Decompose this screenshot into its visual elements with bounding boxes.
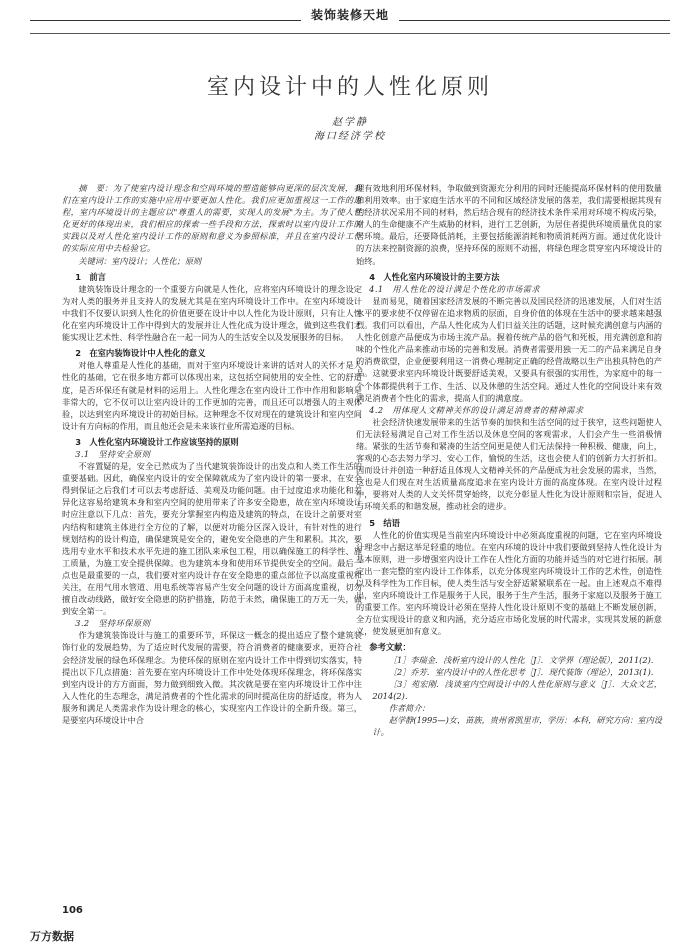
paragraph-safety: 不容置疑的是，安全已然成为了当代建筑装饰设计的出发点和人类工作生活的重要基础。因此，确保室内设计的安全保障就成为了室内设计的第一要求，在安全得到保证之后我们才可以去考虑舒适、美观及功能问题。由于过度追求功能化和差异化这容易给建筑本身和室内空间的使用带来了许多安全隐患，故在室内环境设计时应注意以下几点：首先，要充分掌握室内构造及建筑的特点，在设计之前要对室内结构和建筑主体进行全方位的了解，以便对功能分区深入设计，有针对性的进行规划结构的设计构造，确保建筑是安全的，避免安全隐患的产生和累积。其次，要选用专业水平和技术水平先进的施工团队来承包工程，用以确保施工的科学性、施工质量，为施工安全提供保障。也为建筑本身和使用环节提供安全的空间。最后一点也是最重要的一点，我们要对室内设计存在安全隐患的重点部位予以高度重视和关注，在用气用水管道、用电系统等容易产生安全问题的设计方面高度重视，切勿擅自改动线路，做好安全隐患的防护措施，防范于未然，确保施工的万无一失，做到安全第一。 — [62, 461, 362, 617]
section-heading-meaning: 2 在室内装饰设计中人性化的意义 — [75, 348, 206, 359]
reference-item: ［3］苑宏刚．浅谈室内空间设计中的人性化原则与意义［J］．大众文艺，2014(2)． — [372, 678, 662, 701]
reference-item: ［2］乔芳．室内设计中的人性化思考［J］．现代装饰（理论），2013(1)． — [388, 666, 659, 677]
page-number: 106 — [62, 905, 83, 916]
right-column — [356, 182, 662, 738]
section-heading-intro: 1 前言 — [75, 271, 106, 282]
abstract: 摘 要：为了使室内设计理念和空间环境的塑造能够向更深的层次发展，我们在室内设计工作的实施中应用中要更加人性化。我们应更加重视这一工作的进程，室内环境设计的主题应以"尊重人的需要，实现人的发展"为主。为了使人性化更好的体现出来，我们相应的探索一些手段和方法，探索时以室内设计工作的实践以及对人性化室内设计工作的原则和意义为参照标准，并且在室内设计工作的实际应用中去检验它。 — [62, 183, 362, 254]
subsection-heading-safety: 3.1 坚持安全原则 — [75, 448, 151, 459]
subsection-heading-market: 4.1 用人性化的设计满足个性化的市场需求 — [369, 283, 541, 294]
paragraph-intro: 建筑装饰设计理念的一个重要方向就是人性化，应将室内环境设计的理念设定为对人类的服务并且支持人的发展尤其是在室内环境设计工作中。在室内环境设计中我们不仅要认识到人性化的价值更要在设计中以人性化为设计原则，只有让人性化在室内环境设计工作中得到大的发展并让人性化成为设计理念，做到这些我们才能实现让艺术性、科学性融合在一起一同为人的生活安全以及发展服务的目标。 — [62, 283, 362, 343]
author-affiliation: 海口经济学校 — [314, 131, 386, 142]
footer-brand: 万方数据 — [30, 930, 74, 943]
references-heading: 参考文献： — [369, 642, 411, 653]
paragraph-spirit: 社会经济快速发展带来的生活节奏的加快和生活空间的过于狭窄，这些问题使人们无法轻易满足自己对工作生活以及休息空间的客观需求，人们会产生一些消极情绪。紧张的生活节奏和紧凑的生活空间更是使人们无法保持一种积极、健康，向上，客观的心态去努力学习、安心工作，愉悦的生活，这也会使人们的创新力大打折扣。因而设计并创造一种舒适且体现人文精神关怀的产品便成为社会发展的需求，当然，这也是人们现在对生活质量高度追求在室内设计方面的高度体现。在室内设计过程中，要将对人类的人文关怀贯穿始终，以充分彰显人性化为设计原则和宗旨，促进人与环境关系的和谐发展，推动社会的进步。 — [356, 416, 662, 512]
left-column — [62, 182, 362, 726]
section-heading-principles: 3 人性化室内环境设计工作应该坚持的原则 — [75, 436, 239, 447]
journal-section-header — [0, 4, 700, 23]
paragraph-environment-continued: 理有效地利用环保材料，争取做到资源充分利用的同时还能提高环保材料的使用数量和利用效率。由于家庭生活水平的不同和区域经济发展的落差，我们需要根据其现有的经济状况采用不同的材料，然后结合现有的经济技术条件采用对环境不构成污染，对人的生命健康不产生威胁的材料，进行工艺创新，为居住者提供环境质量优良的家居环境。最后，还要降低消耗，主要包括能源消耗和物质消耗两方面。通过优化设计的方法来控制资源的浪费，坚持环保的原则不动摇，将绿色理念贯穿室内环境设计的始终。 — [356, 183, 662, 266]
section-heading-conclusion: 5 结语 — [369, 517, 400, 528]
header-rule-bottom — [30, 33, 670, 34]
paragraph-market: 显而易见，随着国家经济发展的不断完善以及国民经济的迅速发展，人们对生活水平的要求使不仅停留在追求物质的层面，自身价值的体现在生活中的要求越来越强烈。我们可以看出，产品人性化成为人们日益关注的话题，这时候充满创意与内涵的人性化创意产品便成为市场主流产品。握着传统产品的俗气和死板，用充满创意和韵味的个性化产品来推动市场的完善和发展。消费者需要用独一无二的产品来满足自身的消费欲望，企业便要利用这一消费心理制定正确的经营战略以生产出独具特色的产品。这就要求室内环境设计既要舒适美观，又要具有很强的实用性，为家庭中的每一个个体都提供利于工作、生活、以及休憩的生活空间。通过人性化的空间设计来有效满足消费者个性化的需求，提高人们的满意度。 — [356, 295, 662, 403]
author-bio: 赵学静(1995—)女，苗族，贵州省凯里市，学历：本科，研究方向：室内设计。 — [372, 715, 662, 738]
reference-item: ［1］李瑞金．浅析室内设计的人性化［J］．文学界（理论版），2011(2)． — [388, 654, 659, 665]
article-author: 赵学静 — [332, 117, 368, 128]
section-heading-strategy: 4 人性化室内环境设计的主要方法 — [369, 271, 500, 282]
journal-section-title: 装饰装修天地 — [301, 8, 399, 22]
paragraph-environment: 作为建筑装饰设计与施工的重要环节，环保这一概念的提出适应了整个建筑装饰行业的发展趋势，为了适应时代发展的需要，符合消费者的健康要求，更符合社会经济发展的绿色环保理念。为使环保的原则在室内设计工作中得到切实落实，特提出以下几点措施：首先要在室内环境设计工作中处处体现环保理念，将环保落实到室内设计的方方面面，努力做到细致入微。其次就是要在室内环境设计工作中注入人性化的生态理念，满足消费者的个性化需求的同时提高住房的舒适度，将为人服务和满足人类需求作为设计理念的核心，实现室内工作设计的全新升级。第三，是要室内环境设计中合 — [62, 630, 362, 726]
subsection-heading-environment: 3.2 坚持环保原则 — [75, 618, 151, 629]
article-title: 室内设计中的人性化原则 — [206, 75, 493, 100]
paragraph-meaning: 对他人尊重是人性化的基础，而对于室内环境设计来讲的话对人的关怀才是人性化的基础，它在很多地方都可以体现出来，这包括空间使用的安全性、它的舒适度，是否环保还有就是材料的运用上。人性化理念在室内设计工作中作用和影响是非常大的，它不仅可以让室内设计的工作更加的完善，而且还可以增强人的主观体验，以达到室内环境设计的初始目标。这种理念不仅对现在的建筑设计和室内空间设计有方向标的作用，而且他还会是未来该行业所需追逐的目标。 — [62, 360, 362, 431]
subsection-heading-spirit: 4.2 用体现人文精神关怀的设计满足消费者的精神需求 — [369, 404, 584, 415]
author-bio-heading: 作者简介： — [388, 702, 430, 713]
paragraph-conclusion: 人性化的价值实现是当前室内环境设计中必须高度重视的问题，它在室内环境设计理念中占据这举足轻重的地位。在室内环境的设计中我们要做到坚持人性化设计为基本原则，进一步增强室内设计工作在人性化方面的功能并适当的对它进行拓展。制定出一套完整的室内设计工作体系，以充分体现室内环境设计工作的艺术性，创造性以及科学性为工作目标，使人类生活与安全舒适紧紧联系在一起。由上述观点不难得出，室内环境设计工作是服务于人民，服务于生产生活，服务于家庭以及服务于施工的重要工作。室内环境设计必须在坚持人性化设计原则不变的基础上不断发展创新，全方位实现设计的意义和内涵，充分适应市场化发展的时代需求，实现其发展的新意义，使发展更加有意义。 — [356, 529, 662, 637]
keywords: 关键词：室内设计；人性化；原则 — [78, 255, 202, 266]
